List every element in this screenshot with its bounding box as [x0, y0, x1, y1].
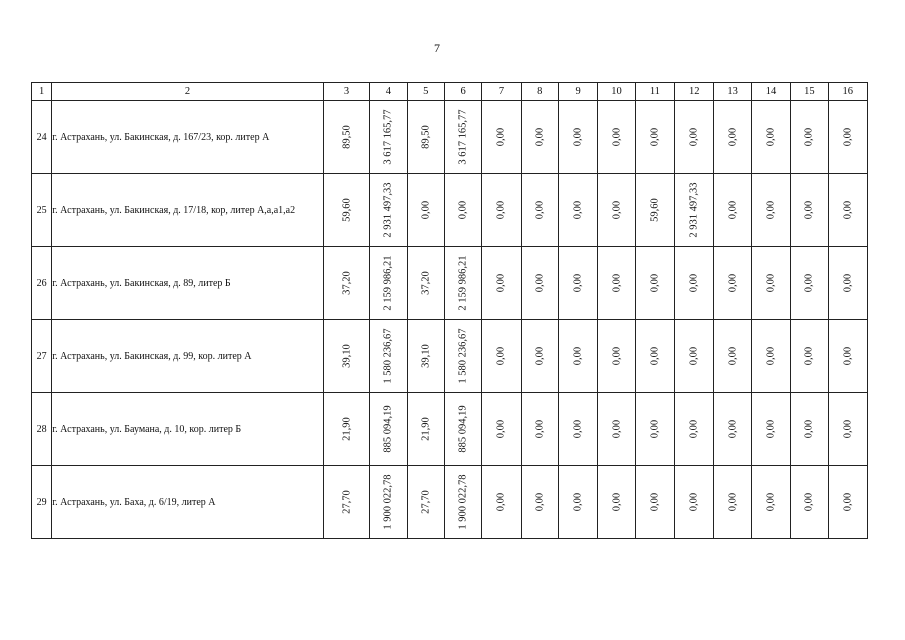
- value-cell: [323, 320, 369, 393]
- value-cell: [407, 393, 444, 466]
- value-text: 0,00: [495, 273, 507, 293]
- value-cell: [714, 101, 751, 174]
- value-cell: [635, 247, 674, 320]
- value-text: 2 159 986,21: [457, 255, 469, 311]
- value-text: 0,00: [611, 127, 623, 147]
- value-text: 0,00: [765, 200, 777, 220]
- value-text: 0,00: [765, 273, 777, 293]
- value-cell: [635, 466, 674, 539]
- value-text: 0,00: [534, 346, 546, 366]
- column-header: 13: [714, 83, 751, 101]
- value-cell: [370, 466, 407, 539]
- value-cell: [675, 247, 714, 320]
- value-cell: [751, 320, 790, 393]
- column-number-row: [32, 83, 868, 101]
- value-cell: [714, 393, 751, 466]
- value-text: 0,00: [727, 419, 739, 439]
- value-cell: [828, 393, 868, 466]
- value-text: 0,00: [457, 200, 469, 220]
- value-cell: [598, 393, 635, 466]
- value-cell: [558, 247, 597, 320]
- value-cell: [558, 393, 597, 466]
- value-cell: [521, 320, 558, 393]
- value-text: 0,00: [534, 273, 546, 293]
- column-header: 5: [407, 83, 444, 101]
- value-cell: [323, 174, 369, 247]
- value-text: 0,00: [649, 273, 661, 293]
- value-text: 89,50: [341, 125, 352, 149]
- value-cell: [521, 466, 558, 539]
- table-row: [32, 393, 868, 466]
- value-cell: [598, 466, 635, 539]
- value-text: 0,00: [611, 346, 623, 366]
- value-cell: [714, 466, 751, 539]
- value-text: 3 617 165,77: [457, 109, 469, 165]
- table-row: [32, 466, 868, 539]
- value-text: 3 617 165,77: [382, 109, 394, 165]
- value-text: 0,00: [611, 200, 623, 220]
- row-number: 28: [32, 393, 52, 466]
- value-text: 39,10: [341, 344, 352, 368]
- value-cell: [751, 247, 790, 320]
- housing-registry-table: [31, 82, 868, 539]
- value-cell: [444, 393, 481, 466]
- value-cell: [635, 101, 674, 174]
- value-text: 59,60: [649, 198, 661, 222]
- value-cell: [407, 247, 444, 320]
- value-text: 0,00: [611, 492, 623, 512]
- value-cell: [558, 466, 597, 539]
- page-number: 7: [434, 41, 440, 55]
- value-text: 0,00: [495, 200, 507, 220]
- table-row: [32, 174, 868, 247]
- table-row: [32, 320, 868, 393]
- value-text: 0,00: [842, 346, 854, 366]
- column-header: 12: [675, 83, 714, 101]
- value-cell: [675, 320, 714, 393]
- value-cell: [521, 393, 558, 466]
- address-cell: г. Астрахань, ул. Бакинская, д. 99, кор. литер А: [52, 320, 324, 393]
- column-header: 1: [32, 83, 52, 101]
- value-text: 0,00: [842, 419, 854, 439]
- value-text: 2 931 497,33: [382, 182, 394, 238]
- value-text: 0,00: [842, 127, 854, 147]
- value-cell: [370, 101, 407, 174]
- value-text: 0,00: [803, 273, 815, 293]
- value-text: 0,00: [842, 200, 854, 220]
- value-cell: [521, 247, 558, 320]
- value-text: 0,00: [727, 200, 739, 220]
- value-text: 0,00: [765, 127, 777, 147]
- value-cell: [828, 466, 868, 539]
- value-cell: [521, 174, 558, 247]
- value-text: 1 580 236,67: [382, 328, 394, 384]
- value-cell: [407, 320, 444, 393]
- value-text: 21,90: [341, 417, 352, 441]
- value-text: 0,00: [649, 419, 661, 439]
- column-header: 3: [323, 83, 369, 101]
- value-text: 0,00: [572, 346, 584, 366]
- value-text: 0,00: [842, 273, 854, 293]
- value-cell: [751, 466, 790, 539]
- value-text: 0,00: [649, 492, 661, 512]
- value-text: 885 094,19: [382, 405, 394, 453]
- value-cell: [828, 174, 868, 247]
- value-cell: [635, 320, 674, 393]
- value-cell: [635, 174, 674, 247]
- value-cell: [323, 247, 369, 320]
- column-header: 11: [635, 83, 674, 101]
- value-text: 0,00: [495, 127, 507, 147]
- column-header: 8: [521, 83, 558, 101]
- value-cell: [828, 247, 868, 320]
- value-text: 0,00: [765, 492, 777, 512]
- value-text: 0,00: [803, 200, 815, 220]
- value-text: 0,00: [688, 127, 700, 147]
- row-number: 27: [32, 320, 52, 393]
- value-cell: [791, 247, 828, 320]
- value-cell: [482, 393, 521, 466]
- value-text: 0,00: [803, 419, 815, 439]
- value-cell: [323, 393, 369, 466]
- table-row: [32, 101, 868, 174]
- value-cell: [791, 320, 828, 393]
- value-cell: [828, 101, 868, 174]
- value-text: 39,10: [420, 344, 432, 368]
- address-cell: г. Астрахань, ул. Бакинская, д. 17/18, кор, литер А,а,а1,а2: [52, 174, 324, 247]
- value-text: 0,00: [611, 419, 623, 439]
- table-row: [32, 247, 868, 320]
- value-cell: [635, 393, 674, 466]
- value-text: 2 931 497,33: [688, 182, 700, 238]
- value-text: 0,00: [765, 419, 777, 439]
- value-cell: [558, 174, 597, 247]
- address-cell: г. Астрахань, ул. Бакинская, д. 89, литер Б: [52, 247, 324, 320]
- value-cell: [444, 320, 481, 393]
- value-text: 0,00: [688, 273, 700, 293]
- value-cell: [751, 393, 790, 466]
- value-cell: [714, 320, 751, 393]
- value-cell: [828, 320, 868, 393]
- value-text: 0,00: [765, 346, 777, 366]
- value-cell: [521, 101, 558, 174]
- row-number: 25: [32, 174, 52, 247]
- address-cell: г. Астрахань, ул. Баха, д. 6/19, литер А: [52, 466, 324, 539]
- value-text: 0,00: [649, 127, 661, 147]
- row-number: 29: [32, 466, 52, 539]
- value-cell: [791, 174, 828, 247]
- value-text: 1 580 236,67: [457, 328, 469, 384]
- value-cell: [482, 174, 521, 247]
- value-text: 27,70: [341, 490, 352, 514]
- value-cell: [598, 101, 635, 174]
- value-cell: [598, 174, 635, 247]
- column-header: 15: [791, 83, 828, 101]
- value-cell: [675, 101, 714, 174]
- column-header: 2: [52, 83, 324, 101]
- value-text: 0,00: [842, 492, 854, 512]
- value-text: 2 159 986,21: [382, 255, 394, 311]
- column-header: 4: [370, 83, 407, 101]
- value-cell: [444, 174, 481, 247]
- value-cell: [598, 247, 635, 320]
- value-cell: [444, 247, 481, 320]
- value-text: 0,00: [572, 273, 584, 293]
- column-header: 10: [598, 83, 635, 101]
- value-cell: [791, 101, 828, 174]
- value-cell: [714, 174, 751, 247]
- column-header: 6: [444, 83, 481, 101]
- value-cell: [407, 101, 444, 174]
- value-cell: [323, 101, 369, 174]
- value-text: 0,00: [727, 346, 739, 366]
- value-cell: [751, 174, 790, 247]
- value-text: 0,00: [572, 200, 584, 220]
- value-cell: [407, 174, 444, 247]
- value-text: 37,20: [420, 271, 432, 295]
- value-text: 0,00: [727, 127, 739, 147]
- value-text: 0,00: [495, 419, 507, 439]
- value-cell: [323, 466, 369, 539]
- value-text: 0,00: [572, 127, 584, 147]
- value-text: 0,00: [534, 127, 546, 147]
- value-cell: [370, 393, 407, 466]
- value-text: 0,00: [495, 492, 507, 512]
- value-text: 37,20: [341, 271, 352, 295]
- value-text: 0,00: [803, 346, 815, 366]
- value-cell: [482, 466, 521, 539]
- value-text: 0,00: [727, 273, 739, 293]
- value-text: 0,00: [803, 492, 815, 512]
- value-text: 0,00: [495, 346, 507, 366]
- value-cell: [482, 101, 521, 174]
- value-cell: [482, 247, 521, 320]
- value-cell: [444, 466, 481, 539]
- row-number: 24: [32, 101, 52, 174]
- value-text: 0,00: [572, 492, 584, 512]
- value-text: 1 900 022,78: [457, 474, 469, 530]
- row-number: 26: [32, 247, 52, 320]
- column-header: 7: [482, 83, 521, 101]
- value-cell: [558, 320, 597, 393]
- value-cell: [370, 174, 407, 247]
- value-cell: [714, 247, 751, 320]
- value-cell: [751, 101, 790, 174]
- column-header: 14: [751, 83, 790, 101]
- value-text: 1 900 022,78: [382, 474, 394, 530]
- value-text: 0,00: [727, 492, 739, 512]
- column-header: 16: [828, 83, 868, 101]
- value-text: 89,50: [420, 125, 432, 149]
- column-header: 9: [558, 83, 597, 101]
- value-text: 0,00: [688, 346, 700, 366]
- value-text: 0,00: [534, 419, 546, 439]
- value-text: 0,00: [534, 200, 546, 220]
- value-text: 0,00: [688, 419, 700, 439]
- value-text: 0,00: [572, 419, 584, 439]
- value-text: 59,60: [341, 198, 352, 222]
- address-cell: г. Астрахань, ул. Баумана, д. 10, кор. литер Б: [52, 393, 324, 466]
- value-cell: [482, 320, 521, 393]
- value-text: 0,00: [649, 346, 661, 366]
- value-cell: [444, 101, 481, 174]
- value-cell: [558, 101, 597, 174]
- value-cell: [675, 466, 714, 539]
- value-text: 0,00: [688, 492, 700, 512]
- address-cell: г. Астрахань, ул. Бакинская, д. 167/23, кор. литер А: [52, 101, 324, 174]
- value-text: 0,00: [803, 127, 815, 147]
- value-cell: [407, 466, 444, 539]
- value-text: 0,00: [420, 200, 432, 220]
- value-text: 27,70: [420, 490, 432, 514]
- value-cell: [370, 247, 407, 320]
- value-text: 0,00: [611, 273, 623, 293]
- value-text: 21,90: [420, 417, 432, 441]
- value-cell: [598, 320, 635, 393]
- value-cell: [791, 393, 828, 466]
- value-cell: [791, 466, 828, 539]
- value-cell: [675, 393, 714, 466]
- value-cell: [370, 320, 407, 393]
- value-text: 0,00: [534, 492, 546, 512]
- value-cell: [675, 174, 714, 247]
- value-text: 885 094,19: [457, 405, 469, 453]
